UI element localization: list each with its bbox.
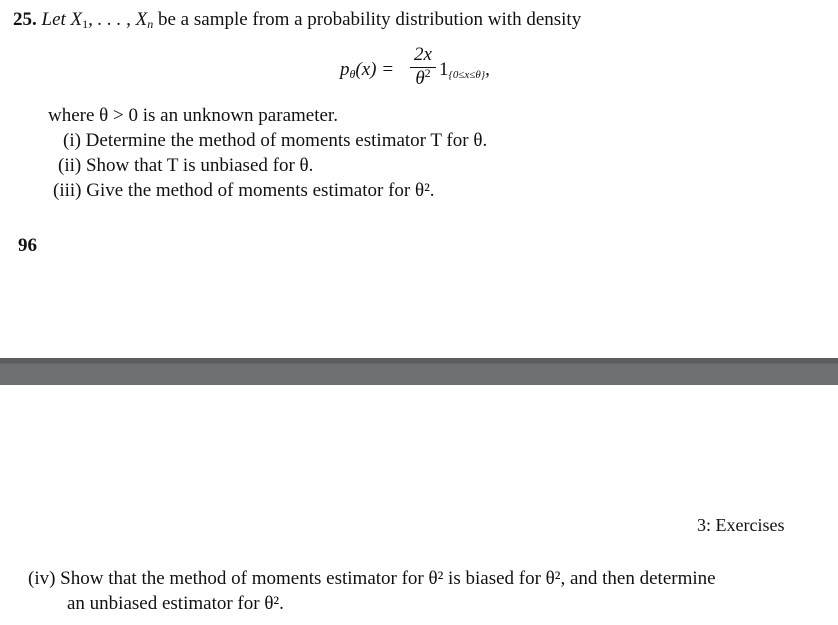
intro-let: Let X xyxy=(41,9,83,30)
fraction-denominator: $\theta^2$ xyxy=(415,66,431,89)
formula-fraction xyxy=(410,44,436,89)
exercise-heading-line xyxy=(13,8,581,32)
page-gap xyxy=(0,358,838,385)
part-iii: (iii) Give the method of moments estimator for θ². xyxy=(53,180,435,201)
part-iv-line1: (iv) Show that the method of moments estimator for θ² is biased for θ², and then determine xyxy=(28,568,716,589)
formula-lhs: $p_\theta(x)$ = xyxy=(340,59,395,81)
running-header: 3: Exercises xyxy=(697,515,785,535)
page-number: 96 xyxy=(18,235,37,256)
exercise-number: 25. xyxy=(13,9,37,30)
intro-subn: n xyxy=(147,17,154,31)
intro-rest: be a sample from a probability distribution with density xyxy=(153,9,582,30)
intro-mid: , . . . , X xyxy=(88,9,148,30)
fraction-numerator: 2x xyxy=(414,44,432,65)
part-ii: (ii) Show that T is unbiased for θ. xyxy=(58,155,314,176)
where-line: where θ > 0 is an unknown parameter. xyxy=(48,105,338,126)
intro-sub1: 1 xyxy=(82,17,89,31)
formula-indicator: $1_{\{0\le x\le\theta\}}$, xyxy=(439,59,490,81)
part-i: (i) Determine the method of moments estimator T for θ. xyxy=(63,130,488,151)
part-iv-line2: an unbiased estimator for θ². xyxy=(67,593,284,614)
